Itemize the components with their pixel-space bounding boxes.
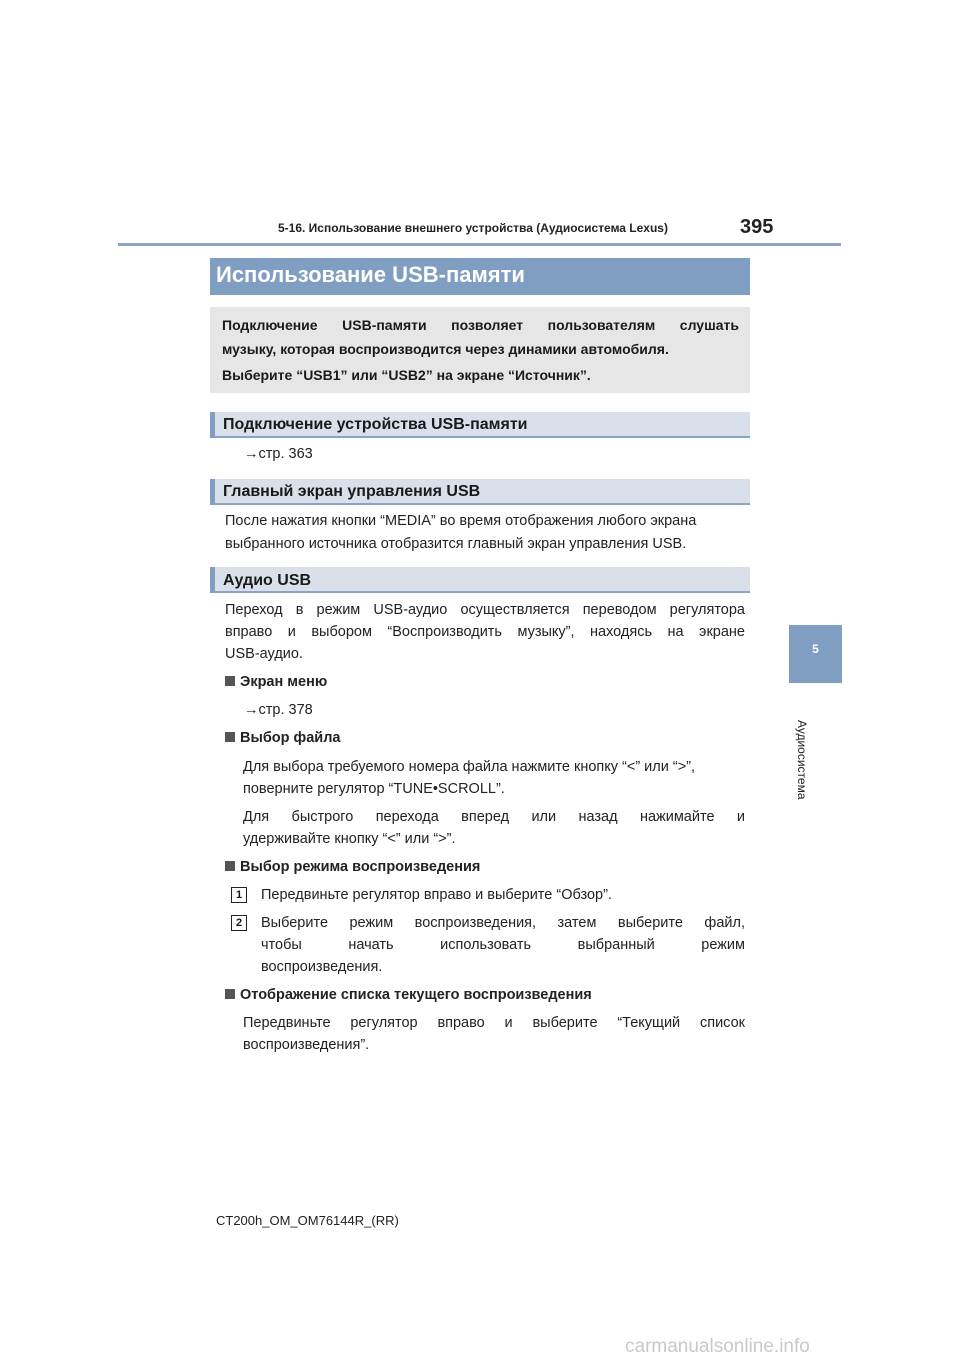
subheading-play-mode: Выбор режима воспроизведения — [225, 859, 480, 875]
section-accent — [210, 567, 215, 593]
subheading-playlist: Отображение списка текущего воспроизведения — [225, 987, 592, 1003]
page-number: 395 — [740, 216, 774, 238]
subheading-file: Выбор файла — [225, 730, 341, 746]
running-header: 5-16. Использование внешнего устройства (Аудиосистема Lexus) — [278, 221, 668, 235]
step-number-2: 2 — [231, 915, 247, 931]
section-accent — [210, 412, 215, 438]
paragraph-line: Передвиньте регулятор вправо и выберите “Текущий список — [243, 1015, 745, 1031]
square-bullet-icon — [225, 732, 235, 742]
paragraph-line: воспроизведения”. — [243, 1037, 370, 1053]
step-text: воспроизведения. — [261, 959, 383, 975]
square-bullet-icon — [225, 861, 235, 871]
paragraph-line: выбранного источника отобразится главный экран управления USB. — [225, 536, 687, 552]
intro-line-3: Выберите “USB1” или “USB2” на экране “Источник”. — [222, 367, 591, 383]
paragraph-line: После нажатия кнопки “MEDIA” во время отображения любого экрана — [225, 513, 697, 529]
page-title: Использование USB-памяти — [216, 262, 525, 287]
section-heading-main-screen: Главный экран управления USB — [223, 483, 481, 500]
document-code: CT200h_OM_OM76144R_(RR) — [216, 1213, 399, 1228]
step-number-1: 1 — [231, 887, 247, 903]
paragraph-line: Для быстрого перехода вперед или назад нажимайте и — [243, 809, 745, 825]
paragraph-line: вправо и выбором “Воспроизводить музыку”, находясь на экране — [225, 624, 745, 640]
intro-line-1: Подключение USB-памяти позволяет пользователям слушать — [222, 317, 739, 333]
paragraph-line: USB-аудио. — [225, 646, 303, 662]
header-rule — [118, 243, 841, 246]
square-bullet-icon — [225, 676, 235, 686]
square-bullet-icon — [225, 989, 235, 999]
page-reference-link[interactable]: →стр. 363 — [244, 446, 313, 462]
section-accent — [210, 479, 215, 505]
page-reference-link[interactable]: →стр. 378 — [244, 702, 313, 718]
paragraph-line: Переход в режим USB-аудио осуществляется переводом регулятора — [225, 602, 745, 618]
intro-line-2: музыку, которая воспроизводится через динамики автомобиля. — [222, 341, 669, 357]
chapter-number: 5 — [812, 642, 819, 656]
paragraph-line: поверните регулятор “TUNE•SCROLL”. — [243, 781, 505, 797]
step-text: чтобы начать использовать выбранный режим — [261, 937, 745, 953]
watermark: carmanualsonline.info — [625, 1336, 810, 1357]
section-heading-connect: Подключение устройства USB-памяти — [223, 416, 528, 433]
subheading-menu: Экран меню — [225, 674, 327, 690]
section-heading-audio-usb: Аудио USB — [223, 572, 312, 589]
paragraph-line: Для выбора требуемого номера файла нажмите кнопку “<” или “>”, — [243, 759, 696, 775]
chapter-label: Аудиосистема — [795, 720, 809, 800]
step-text: Выберите режим воспроизведения, затем выберите файл, — [261, 915, 745, 931]
step-text: Передвиньте регулятор вправо и выберите “Обзор”. — [261, 887, 612, 903]
paragraph-line: удерживайте кнопку “<” или “>”. — [243, 831, 456, 847]
